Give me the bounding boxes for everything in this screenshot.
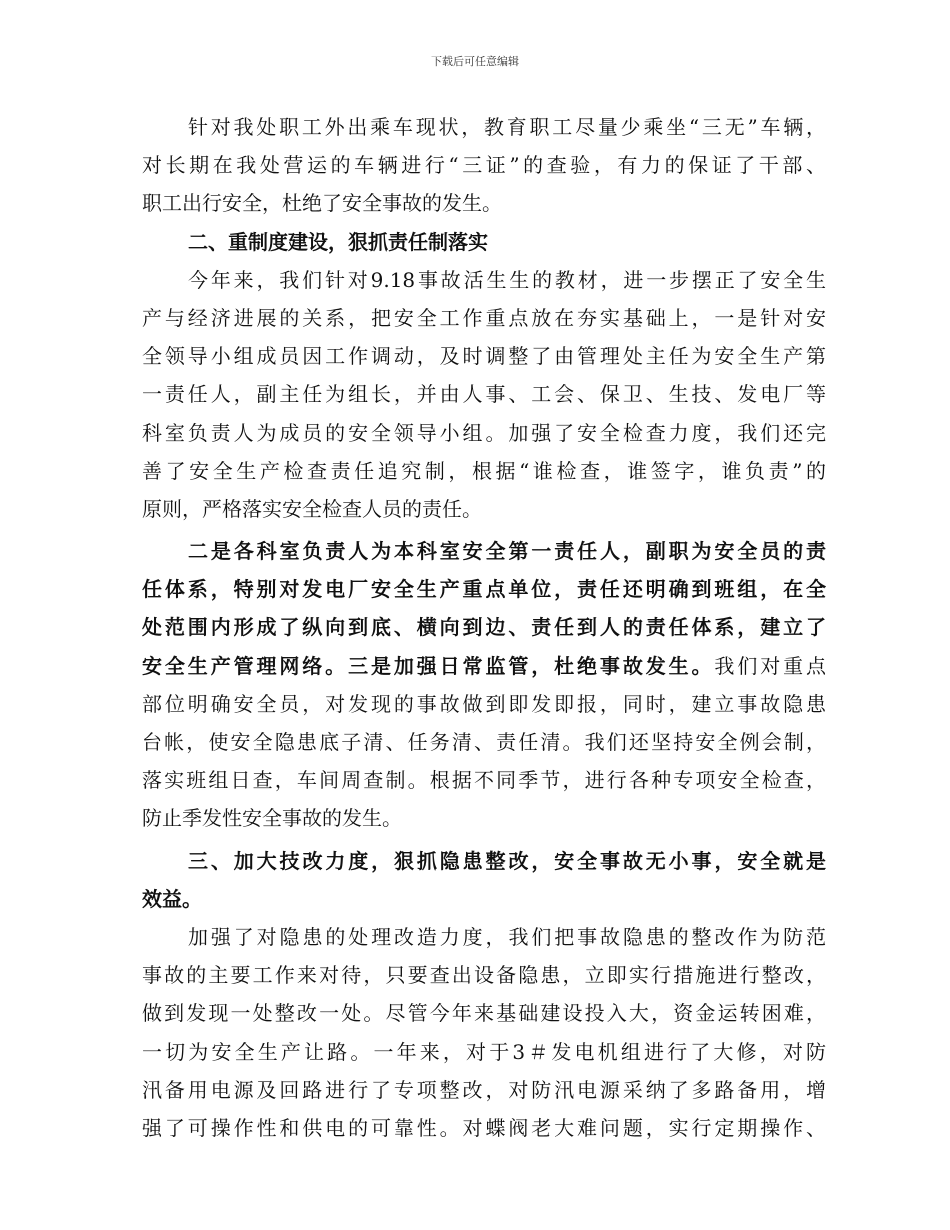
- section-heading-2: 二、重制度建设，狠抓责任制落实: [188, 229, 488, 254]
- text-line: 全领导小组成员因工作调动，及时调整了由管理处主任为安全生产第: [142, 344, 826, 369]
- text-line: 部位明确安全员，对发现的事故做到即发即报，同时，建立事故隐患: [142, 691, 826, 716]
- text-line: 对长期在我处营运的车辆进行“三证”的查验，有力的保证了干部、: [142, 153, 826, 178]
- bold-text-segment: 安全生产管理网络。三是加强日常监管，杜绝事故发生。: [142, 653, 715, 678]
- text-line: 针对我处职工外出乘车现状，教育职工尽量少乘坐“三无”车辆，: [188, 115, 826, 139]
- document-body: [142, 108, 826, 1147]
- text-segment: 我们对重点: [714, 653, 827, 678]
- text-line: 台帐，使安全隐患底子清、任务清、责任清。我们还坚持安全例会制，: [142, 730, 826, 754]
- text-line: 产与经济进展的关系，把安全工作重点放在夯实基础上，一是针对安: [142, 305, 826, 330]
- text-line: 科室负责人为成员的安全领导小组。加强了安全检查力度，我们还完: [142, 420, 826, 445]
- text-line: 汛备用电源及回路进行了专项整改，对防汛电源采纳了多路备用，增: [142, 1077, 826, 1102]
- text-line: 防止季发性安全事故的发生。: [142, 806, 402, 831]
- bold-text-line: 处范围内形成了纵向到底、横向到边、责任到人的责任体系，建立了: [142, 615, 826, 640]
- text-line: 强了可操作性和供电的可靠性。对蝶阀老大难问题，实行定期操作、: [142, 1115, 826, 1140]
- section-heading-3-continued: 效益。: [142, 886, 202, 911]
- mixed-text-line: [142, 647, 826, 685]
- text-line: 善了安全生产检查责任追究制，根据“谁检查，谁签字，谁负责”的: [142, 458, 826, 483]
- text-line: 加强了对隐患的处理改造力度，我们把事故隐患的整改作为防范: [188, 924, 826, 949]
- text-line: 事故的主要工作来对待，只要查出设备隐患，立即实行措施进行整改，: [142, 963, 826, 988]
- bold-text-line: 任体系，特别对发电厂安全生产重点单位，责任还明确到班组，在全: [142, 577, 826, 602]
- text-line: 原则，严格落实安全检查人员的责任。: [142, 496, 482, 521]
- text-line: 今年来，我们针对9.18事故活生生的教材，进一步摆正了安全生: [188, 267, 826, 292]
- text-line: 一责任人，副主任为组长，并由人事、工会、保卫、生技、发电厂等: [142, 382, 826, 407]
- text-line: 做到发现一处整改一处。尽管今年来基础建设投入大，资金运转困难，: [142, 1001, 826, 1026]
- section-heading-3: 三、加大技改力度，狠抓隐患整改，安全事故无小事，安全就是: [188, 848, 826, 873]
- text-line: 落实班组日查，车间周查制。根据不同季节，进行各种专项安全检查，: [142, 768, 826, 793]
- text-line: 职工出行安全，杜绝了安全事故的发生。: [142, 191, 502, 216]
- page-header-note: 下载后可任意编辑: [431, 55, 519, 68]
- bold-text-line: 二是各科室负责人为本科室安全第一责任人，副职为安全员的责: [188, 539, 826, 564]
- text-line: 一切为安全生产让路。一年来，对于3＃发电机组进行了大修，对防: [142, 1039, 826, 1064]
